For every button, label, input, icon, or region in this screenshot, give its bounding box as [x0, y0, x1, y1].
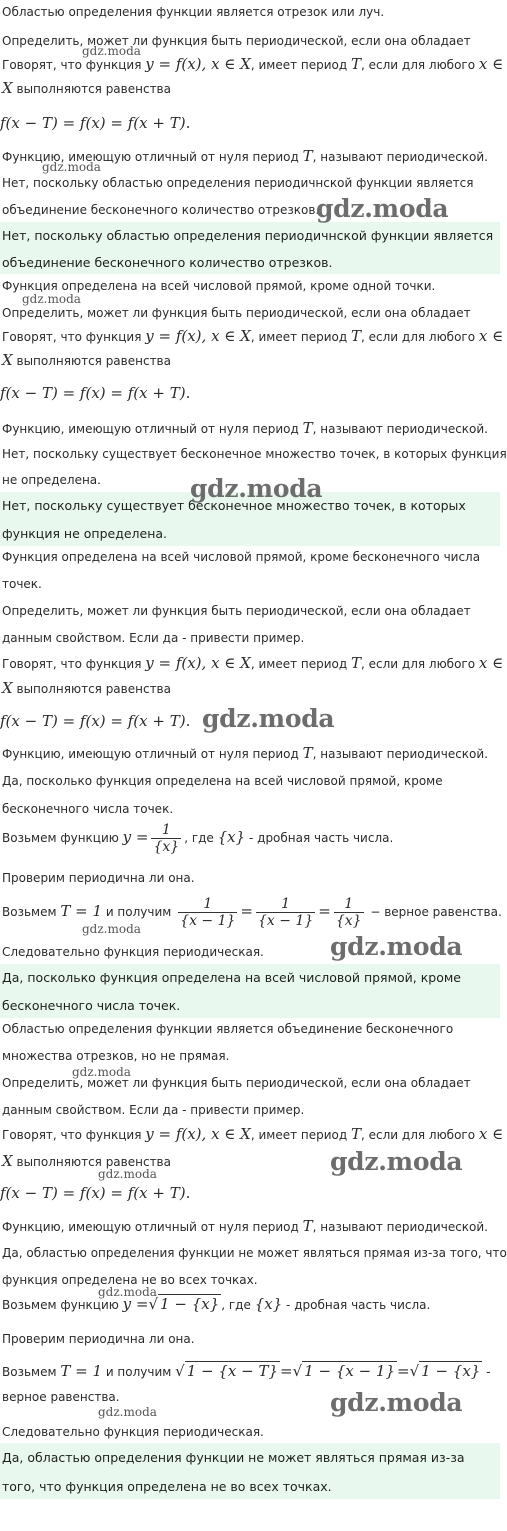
- answer-highlight: [0, 964, 500, 1018]
- periodicity-formula: f(x − T) = f(x) = f(x + T).: [0, 114, 191, 132]
- example-function: Возьмем функцию y = $\frac{1}{\{x\}}$ , где {x} - дробная часть числа.: [2, 822, 394, 855]
- definition-periodic: Функцию, имеющую отличный от нуля период T, называют периодической.: [2, 147, 488, 165]
- answer-highlight: [0, 222, 500, 274]
- watermark-small: gdz.moda: [98, 1285, 157, 1299]
- definition-line: Говорят, что функция y = f(x), x ∈ X, имеет период T, если для любого x ∈: [2, 327, 504, 345]
- task-text: Определить, может ли функция быть периодической, если она обладает: [2, 1076, 471, 1090]
- watermark-logo: gdz.moda: [202, 704, 335, 733]
- periodicity-formula: f(x − T) = f(x) = f(x + T).: [0, 384, 191, 402]
- highlight-line: Да, посколько функция определена на всей числовой прямой, кроме: [2, 970, 461, 985]
- answer-text-2: объединение бесконечного количество отрезков.: [2, 203, 320, 217]
- fraction: $\frac{1}{\{x - 1\}}$: [180, 896, 236, 929]
- definition-line-2: X выполняются равенства: [2, 679, 171, 697]
- answer-text-2: функция определена не во всех точках.: [2, 1273, 258, 1287]
- condition-text-2: множества отрезков, но не прямая.: [2, 1049, 230, 1063]
- fraction: $\frac{1}{\{x - 1\}}$: [257, 896, 314, 929]
- task-text: Определить, может ли функция быть периодической, если она обладает: [2, 34, 471, 48]
- answer-text-2: бесконечного числа точек.: [2, 802, 174, 816]
- answer-text: Нет, поскольку существует бесконечное множество точек, в которых функция: [2, 447, 507, 461]
- definition-line: Говорят, что функция y = f(x), x ∈ X, имеет период T, если для любого x ∈: [2, 1125, 504, 1143]
- definition-line-2: X выполняются равенства: [2, 1152, 171, 1170]
- answer-text: Да, посколько функция определена на всей числовой прямой, кроме: [2, 774, 443, 788]
- check-equation: Возьмем T = 1 и получим $\frac{1}{\{x - 1\}}$ = $\frac{1}{\{x - 1\}}$ = $\frac{1}{\{x\}}$ − верное равенства.: [2, 896, 502, 929]
- answer-text: Да, областью определения функции не может являться прямая из-за того, что: [2, 1246, 507, 1260]
- highlight-line: функция не определена.: [2, 526, 168, 541]
- watermark-small: gdz.moda: [98, 1167, 157, 1181]
- fraction: $\frac{1}{\{x\}}$: [335, 896, 362, 929]
- highlight-line: Да, областью определения функции не может являться прямая из-за: [2, 1450, 465, 1465]
- definition-periodic: Функцию, имеющую отличный от нуля период T, называют периодической.: [2, 744, 488, 762]
- answer-text: Нет, поскольку областью определения периодичнской функции является: [2, 176, 474, 190]
- watermark-logo: gdz.moda: [316, 194, 449, 223]
- check-equation: Возьмем T = 1 и получим √ 1 − {x − T} =√ 1 − {x − 1} =√ 1 − {x} -: [2, 1362, 491, 1380]
- watermark-small: gdz.moda: [42, 160, 101, 174]
- definition-line-2: X выполняются равенства: [2, 351, 171, 369]
- square-root: √ 1 − {x − T}: [175, 1362, 279, 1380]
- highlight-line: объединение бесконечного количество отрезков.: [2, 255, 333, 270]
- watermark-small: gdz.moda: [82, 44, 141, 58]
- watermark-small: gdz.moda: [82, 922, 141, 936]
- square-root: √ 1 − {x}: [148, 1295, 220, 1313]
- definition-line: Говорят, что функция y = f(x), x ∈ X, имеет период T, если для любого x ∈: [2, 654, 504, 672]
- example-function: Возьмем функцию y =√ 1 − {x} , где {x} - дробная часть числа.: [2, 1295, 431, 1313]
- task-text: Определить, может ли функция быть периодической, если она обладает: [2, 306, 471, 320]
- check-equation-2: верное равенства.: [2, 1390, 120, 1404]
- conclusion-text: Следовательно функция периодическая.: [2, 945, 264, 959]
- condition-text: Областью определения функции является отрезок или луч.: [2, 5, 385, 19]
- highlight-line: бесконечного числа точек.: [2, 998, 181, 1013]
- condition-text: Функция определена на всей числовой прямой, кроме бесконечного числа: [2, 550, 481, 564]
- definition-line-2: X выполняются равенства: [2, 79, 171, 97]
- task-text-2: данным свойством. Если да - привести пример.: [2, 631, 305, 645]
- periodicity-formula: f(x − T) = f(x) = f(x + T).: [0, 1184, 191, 1202]
- conclusion-text: Следовательно функция периодическая.: [2, 1425, 264, 1439]
- definition-line: Говорят, что функция y = f(x), x ∈ X, имеет период T, если для любого x ∈: [2, 55, 504, 73]
- task-text: Определить, может ли функция быть периодической, если она обладает: [2, 604, 471, 618]
- watermark-logo: gdz.moda: [330, 1388, 463, 1417]
- fraction: $\frac{1}{\{x\}}$: [153, 822, 180, 855]
- watermark-logo: gdz.moda: [190, 474, 323, 503]
- watermark-logo: gdz.moda: [330, 1147, 463, 1176]
- answer-text-2: не определена.: [2, 473, 101, 487]
- definition-periodic: Функцию, имеющую отличный от нуля период T, называют периодической.: [2, 1217, 488, 1235]
- highlight-line: Нет, поскольку областью определения периодичнской функции является: [2, 228, 494, 243]
- condition-text: Функция определена на всей числовой прямой, кроме одной точки.: [2, 279, 436, 293]
- highlight-line: Нет, поскольку существует бесконечное множество точек, в которых: [2, 498, 466, 513]
- task-text-2: данным свойством. Если да - привести пример.: [2, 1103, 305, 1117]
- watermark-logo: gdz.moda: [330, 932, 463, 961]
- highlight-line: того, что функция определена не во всех точках.: [2, 1479, 332, 1494]
- watermark-small: gdz.moda: [22, 292, 81, 306]
- condition-text: Областью определения функции является объединение бесконечного: [2, 1022, 454, 1036]
- definition-periodic: Функцию, имеющую отличный от нуля период T, называют периодической.: [2, 419, 488, 437]
- answer-highlight: [0, 1443, 500, 1499]
- watermark-small: gdz.moda: [98, 1405, 157, 1419]
- watermark-small: gdz.moda: [72, 1065, 131, 1079]
- check-text: Проверим периодична ли она.: [2, 871, 195, 885]
- periodicity-formula: f(x − T) = f(x) = f(x + T).: [0, 712, 191, 730]
- square-root: √ 1 − {x}: [409, 1362, 481, 1380]
- condition-text-2: точек.: [2, 577, 42, 591]
- square-root: √ 1 − {x − 1}: [292, 1362, 396, 1380]
- check-text: Проверим периодична ли она.: [2, 1332, 195, 1346]
